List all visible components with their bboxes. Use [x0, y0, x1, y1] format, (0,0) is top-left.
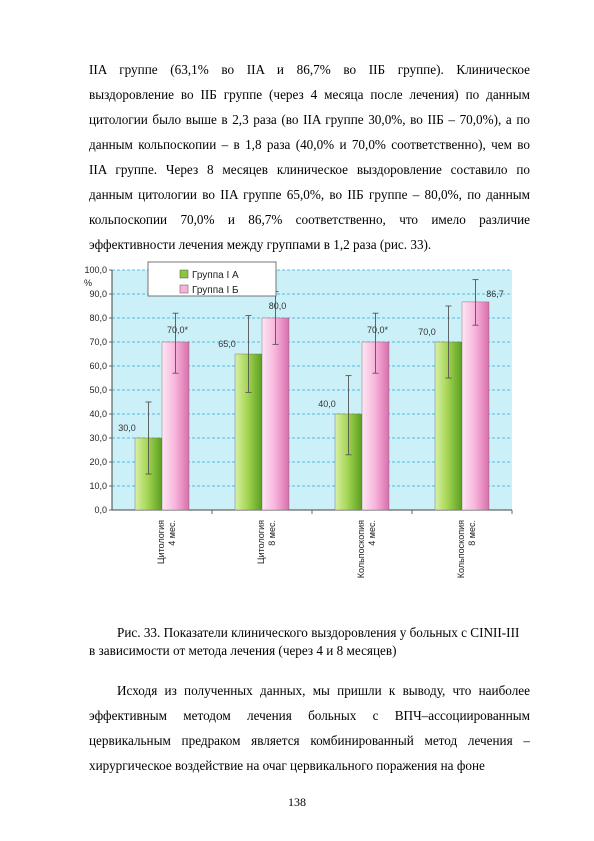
- bar-group-ib: [462, 302, 489, 510]
- y-tick-label: 60,0: [89, 361, 107, 371]
- legend-label: Группа I Б: [192, 285, 239, 296]
- y-tick-label: 50,0: [89, 385, 107, 395]
- p1-line: IIA группе (63,1% во IIA и 86,7% во IIБ группе). Клиническое: [89, 62, 530, 77]
- p2-line: хирургическое воздействие на очаг цервикального поражения на фоне: [89, 758, 485, 773]
- category-label-line: Цитология: [156, 520, 166, 565]
- page-number: 138: [288, 795, 306, 809]
- p1-line: выздоровление во IIБ группе (через 4 месяца после лечения) по данным: [89, 87, 530, 102]
- category-label-line: 8 мес.: [467, 520, 477, 546]
- p1-line: кольпоскопии 70,0% и 86,7% соответственно, что имело различие: [89, 212, 530, 227]
- data-label: 86,7: [486, 288, 504, 299]
- y-tick-label: 80,0: [89, 313, 107, 323]
- paragraph-1: [89, 57, 530, 257]
- category-label-line: Кольпоскопия: [356, 520, 366, 579]
- caption-line-2: в зависимости от метода лечения (через 4 и 8 месяцев): [89, 643, 397, 658]
- caption-line-1: Рис. 33. Показатели клинического выздоровления у больных с CINII-III: [117, 625, 520, 640]
- y-tick-label: 90,0: [89, 289, 107, 299]
- data-label: 70,0*: [366, 325, 389, 335]
- p1-line: данным кольпоскопии – в 1,8 раза (40,0% и 70,0% соответственно), чем во: [89, 137, 530, 152]
- y-tick-label: 0,0: [94, 505, 107, 515]
- bar-chart: [80, 258, 530, 598]
- category-label-line: 4 мес.: [167, 520, 177, 546]
- p2-line: Исходя из полученных данных, мы пришли к выводу, что наиболее: [117, 683, 530, 698]
- category-label: [356, 520, 377, 578]
- legend-swatch: [180, 285, 188, 293]
- y-tick-label: 30,0: [89, 433, 107, 443]
- figure-caption: [89, 624, 549, 660]
- data-label: 80,0: [268, 301, 287, 311]
- data-label: 30,0: [118, 423, 136, 433]
- y-tick-label: 10,0: [89, 481, 107, 491]
- y-axis-label: %: [84, 278, 93, 288]
- category-label-line: 8 мес.: [267, 520, 277, 546]
- paragraph-2: [89, 678, 530, 778]
- data-label: 70,0: [418, 327, 436, 337]
- y-tick-label: 20,0: [89, 457, 107, 467]
- legend-label: Группа I А: [192, 270, 239, 281]
- category-label-line: Кольпоскопия: [456, 520, 466, 579]
- data-label: 40,0: [318, 399, 336, 409]
- data-label: 70,0*: [166, 325, 189, 335]
- y-tick-label: 40,0: [89, 409, 107, 419]
- y-tick-label: 100,0: [84, 265, 107, 275]
- p2-line: цервикальным предраком является комбинированный метод лечения –: [89, 733, 530, 748]
- category-label: [256, 520, 277, 564]
- category-label-line: 4 мес.: [367, 520, 377, 546]
- category-label: [156, 520, 177, 564]
- category-label: [456, 520, 477, 578]
- legend-swatch: [180, 270, 188, 278]
- category-label-line: Цитология: [256, 520, 266, 565]
- p1-line: данным цитологии во IIA группе 65,0%, во IIБ группе – 80,0%, по данным: [89, 187, 530, 202]
- y-tick-label: 70,0: [89, 337, 107, 347]
- p1-line: IIA группе. Через 8 месяцев клиническое выздоровление составило по: [89, 162, 530, 177]
- p2-line: эффективным методом лечения больных с ВПЧ–ассоциированным: [89, 708, 530, 723]
- bar-group-ib: [262, 318, 289, 510]
- p1-line: цитологии было выше в 2,3 раза (во IIA группе 30,0%, во IIБ – 70,0%), а по: [89, 112, 530, 127]
- data-label: 65,0: [218, 339, 236, 349]
- p1-line: эффективности лечения между группами в 1,2 раза (рис. 33).: [89, 237, 432, 252]
